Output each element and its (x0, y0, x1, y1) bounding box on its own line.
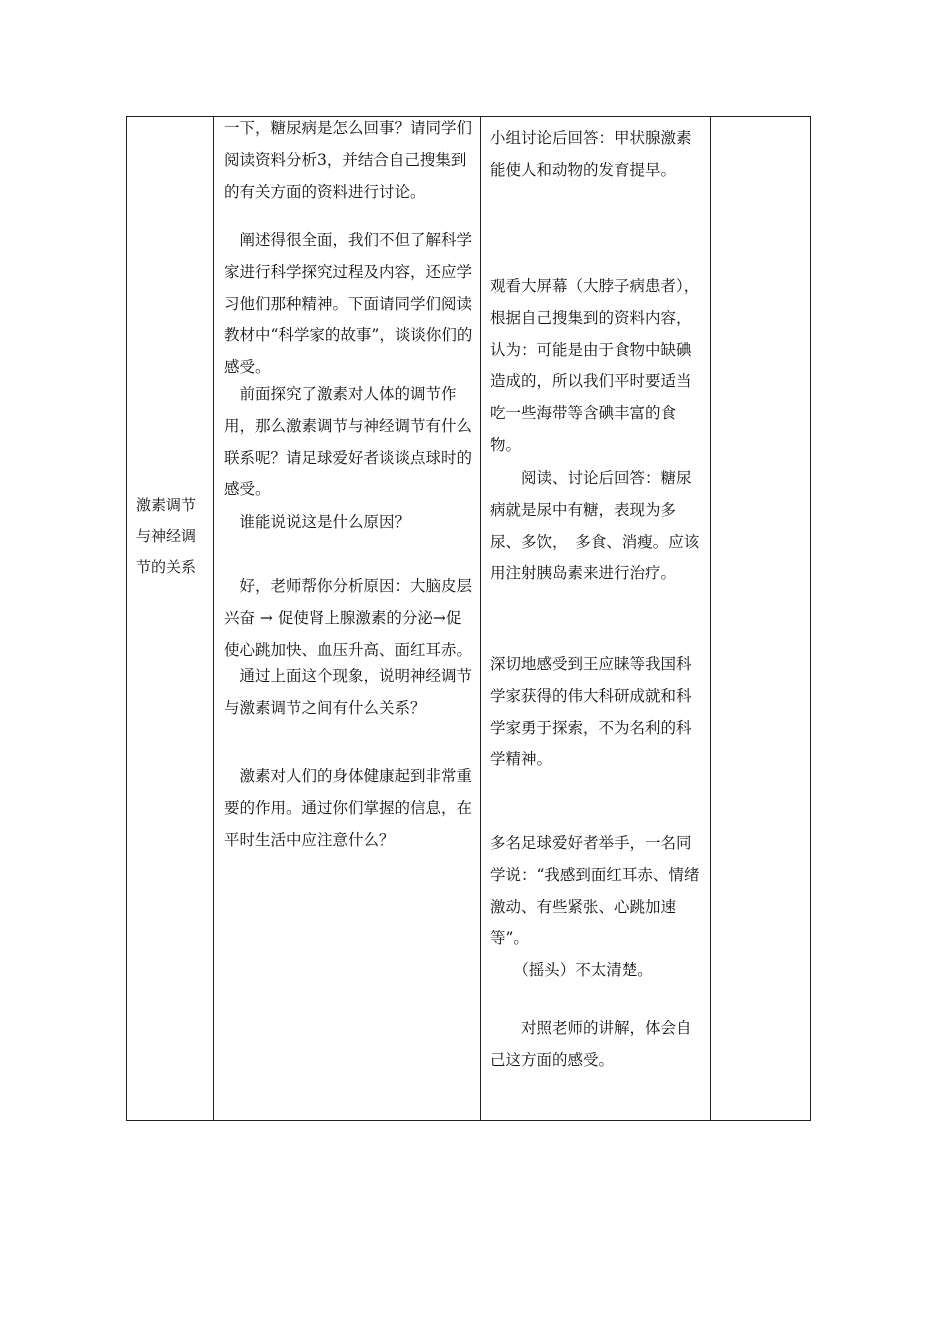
topic-text: 激素调节与神经调节的关系 (136, 496, 197, 576)
student-paragraph: （摇头）不太清楚。 (490, 961, 653, 979)
teacher-paragraph: 前面探究了激素对人体的调节作用，那么激素调节与神经调节有什么联系呢？请足球爱好者谈谈点球时的感受。 (224, 385, 473, 499)
teacher-paragraph: 通过上面这个现象，说明神经调节与激素调节之间有什么关系？ (224, 667, 473, 717)
teacher-paragraph: 激素对人们的身体健康起到非常重要的作用。通过你们掌握的信息，在平时生活中应注意什么？ (224, 767, 473, 849)
student-activity-cell (481, 117, 710, 1120)
teacher-paragraph: 阐述得很全面，我们不但了解科学家进行科学探究过程及内容，还应学习他们那种精神。下面请同学们阅读教材中“科学家的故事”，谈谈你们的感受。 (224, 231, 473, 377)
student-paragraph: 阅读、讨论后回答：糖尿病就是尿中有糖，表现为多尿、多饮， 多食、消瘦。应该用注射胰岛素来进行治疗。 (490, 469, 700, 583)
student-paragraph: 小组讨论后回答：甲状腺激素能使人和动物的发育提早。 (490, 129, 692, 179)
student-paragraph: 多名足球爱好者举手，一名同学说：“我感到面红耳赤、情绪激动、有些紧张、心跳加速等”。 (490, 834, 700, 948)
topic-cell (127, 117, 213, 1120)
teacher-paragraph: 谁能说说这是什么原因？ (224, 513, 411, 531)
student-paragraph: 深切地感受到王应睐等我国科学家获得的伟大科研成就和科学家勇于探索，不为名利的科学精神。 (490, 655, 692, 769)
notes-cell (711, 117, 811, 1120)
student-paragraph: 观看大屏幕（大脖子病患者），根据自己搜集到的资料内容，认为：可能是由于食物中缺碘造成的，所以我们平时要适当吃一些海带等含碘丰富的食物。 (490, 277, 700, 454)
teacher-paragraph: 一下，糖尿病是怎么回事？请同学们阅读资料分析3，并结合自己搜集到的有关方面的资料进行讨论。 (224, 119, 473, 201)
student-paragraph: 对照老师的讲解，体会自己这方面的感受。 (490, 1019, 692, 1069)
lesson-table (126, 116, 811, 1121)
teacher-activity-cell (214, 117, 480, 1120)
teacher-paragraph: 好，老师帮你分析原因：大脑皮层兴奋 → 促使肾上腺激素的分泌→促使心跳加快、血压升高、面红耳赤。 (224, 577, 473, 659)
